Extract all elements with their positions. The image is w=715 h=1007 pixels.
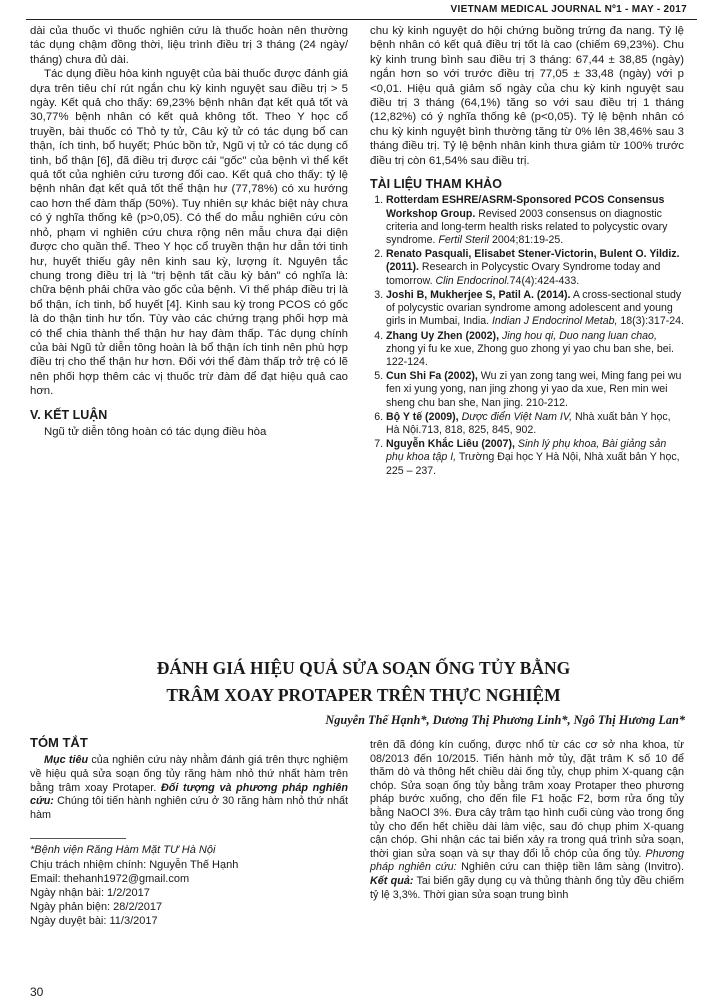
- reference-text: Wu zi yan zong tang wei, Ming fang pei wu fen xi yung yong, nan jing zhong yi yao da xue, Ren min wei sheng chu ban she, Nan jing. 210-212.: [386, 370, 682, 409]
- date-received: Ngày nhận bài: 1/2/2017: [30, 886, 150, 899]
- institution: *Bệnh viện Răng Hàm Mặt TƯ Hà Nội: [30, 844, 216, 857]
- reference-item: [386, 370, 684, 410]
- date-reviewed: Ngày phản biện: 28/2/2017: [30, 901, 163, 914]
- references-heading: TÀI LIỆU THAM KHẢO: [370, 177, 502, 192]
- abstract-segment: Chúng tôi tiến hành nghiên cứu ở 30 răng hàm nhỏ thứ nhất hàm: [30, 795, 348, 821]
- email: Email: thehanh1972@gmail.com: [30, 872, 190, 885]
- conclusion-heading: V. KẾT LUẬN: [30, 407, 108, 422]
- date-accepted: Ngày duyệt bài: 11/3/2017: [30, 915, 158, 928]
- abstract-segment: Tai biến gãy dụng cụ và thủng thành ống tủy đều chiếm tỷ lệ 3,3%. Thời gian sửa soạn trung bình: [370, 874, 684, 901]
- reference-authors: Zhang Uy Zhen (2002),: [386, 329, 500, 342]
- reference-item: [386, 248, 684, 288]
- article-title: [30, 655, 697, 709]
- reference-tail: Trường Đại học Y Hà Nội, Nhà xuất bản Y học, 225 – 237.: [386, 451, 680, 477]
- article-title-line: ĐÁNH GIÁ HIỆU QUẢ SỬA SOẠN ỐNG TỦY BẰNG: [156, 658, 571, 678]
- responsible-author: Chịu trách nhiệm chính: Nguyễn Thế Hạnh: [30, 858, 239, 871]
- reference-authors: Rotterdam ESHRE/ASRM-Sponsored PCOS Consensus Workshop Group.: [386, 194, 665, 220]
- abstract-heading: TÓM TẮT: [30, 735, 88, 750]
- footnote-divider: [30, 838, 126, 839]
- abstract-text: [30, 754, 348, 822]
- reference-tail: 2004;81:19-25.: [489, 234, 564, 247]
- conclusion-text: Ngũ tử diễn tông hoàn có tác dụng điều hòa: [44, 425, 267, 438]
- reference-journal: Clin Endocrinol.: [435, 274, 510, 287]
- reference-journal: Dược điển Việt Nam IV,: [461, 410, 573, 423]
- reference-tail: 74(4):424-433.: [509, 274, 580, 287]
- reference-item: [386, 194, 684, 247]
- reference-authors: Cun Shi Fa (2002),: [386, 370, 478, 383]
- affiliation-block: [30, 843, 348, 928]
- abstract-label: Phương pháp nghiên cứu:: [370, 847, 684, 874]
- reference-text: Research in Polycystic Ovary Syndrome today and tomorrow.: [386, 261, 661, 287]
- reference-tail: Nhà xuất bản Y học, Hà Nội.713, 818, 825, 845, 902.: [386, 410, 671, 436]
- page-number: 30: [30, 985, 44, 999]
- journal-title: VIETNAM MEDICAL JOURNAL Nº1 - MAY - 2017: [450, 4, 687, 15]
- article-title-line: TRÂM XOAY PROTAPER TRÊN THỰC NGHIỆM: [166, 685, 561, 705]
- journal-header: [26, 0, 697, 20]
- reference-journal: Indian J Endocrinol Metab,: [491, 315, 618, 328]
- reference-list: [370, 194, 684, 477]
- abstract-label: Mục tiêu: [44, 754, 89, 767]
- abstract-right-column: [370, 739, 684, 902]
- reference-journal: Sinh lý phụ khoa, Bài giảng sản phụ khoa tập I,: [386, 438, 667, 464]
- author-list: Nguyễn Thế Hạnh*, Dương Thị Phương Linh*, Ngô Thị Hương Lan*: [325, 713, 685, 727]
- reference-tail: 18(3):317-24.: [617, 315, 684, 328]
- reference-item: [386, 411, 684, 437]
- abstract-text: [370, 739, 684, 902]
- abstract-segment: trên đã đóng kín cuống, được nhổ từ các cơ sở nha khoa, từ 08/2013 đến 10/2015. Tiến hành mở tủy, đặt trâm K số 10 để thăm dò và thông hết chiều dài ống tủy, chụp phim X-quang cận chóp. Sửa soạn ống tủy bằng trâm xoay Protaper theo phương pháp bước xuống, cho đến file F1 hoặc F2, bơm rửa ống tủy bằng NaOCl 3%. Đưa cây trâm tạo hình cuối cùng vào trong ống tủy cho đến hết chiều dài làm việc, sau đó chụp phim X-quang cận chóp. Ghi nhận các tai biến xảy ra trong quá trình sửa soạn, thời gian sửa soạn và sự thay đổi lỗ chóp của ống tủy.: [370, 739, 684, 860]
- abstract-label: Kết quả:: [370, 874, 414, 887]
- reference-journal: Jing hou qi, Duo nang luan chao,: [501, 329, 657, 342]
- reference-item: [386, 330, 684, 370]
- reference-journal: Fertil Steril: [438, 234, 490, 247]
- body-paragraph: Tác dụng điều hòa kinh nguyệt của bài thuốc được đánh giá dựa trên tiêu chí rút ngắn chu kỳ kinh nguyệt sau điều trị > 5 ngày. Kết quả cho thấy: 69,23% bệnh nhân đạt kết quả tốt và 30,77% bệnh nhân có kết quả không tốt. Theo Y học cổ truyền, bài thuốc có Thỏ ty tử, Câu kỷ tử có tác dụng bổ can thận, ích tinh, bổ huyết; Phúc bồn tử, Ngũ vị tử có tác dụng cố tinh, bổ thận [6], đã điều trị được cái "gốc" của bệnh vì thể kết quả tốt của nghiên cứu tương đối cao. Kết quả cho thấy: tỷ lệ bệnh nhân đạt kết quả tốt thể thận hư (77,78%) có xu hướng cao hơn thể đàm thấp (50%). Tuy nhiên sự khác biệt này chưa có ý nghĩa thống kê (p>0,05). Có thể do mẫu nghiên cứu còn nhỏ, phạm vi nghiên cứu chưa rộng nên mẫu chưa đại diện được cho quần thể. Theo Y học cổ truyền thận hư dẫn tới tinh hư, huyết thiếu gây nên kinh sau kỳ, lượng ít. Nguyên tắc chung trong điều trị là "trị bệnh tất cầu kỳ bản" có nghĩa là: chữa bệnh phải chữa vào gốc của bệnh. Vì thế pháp điều trị là bổ thận, ích tinh, bổ huyết [4]. Kinh sau kỳ trong PCOS có gốc là do thận tinh hư tổn. Tùy vào các chứng trạng phối hợp mà có thể chia thành thể thận hư hay đàm thấp. Tác dụng chính của bài Ngũ tử diễn tông hoàn là bổ thận ích tinh nên phù hợp điều trị cho thể thận hư hơn. Đối với thể đàm thấp trở trệ có lẽ nên phối hợp thêm các vị thuốc trừ đàm để đạt hiệu quả cao hơn.: [30, 68, 348, 398]
- reference-authors: Bộ Y tế (2009),: [386, 410, 459, 423]
- reference-tail: zhong yi fu ke xue, Zhong guo zhong yi yao chu ban she, bei. 122-124.: [386, 342, 674, 368]
- abstract-label: Đối tượng và phương pháp nghiên cứu:: [30, 781, 349, 808]
- reference-text: Revised 2003 consensus on diagnostic criteria and long-term health risks related to polycystic ovary syndrome.: [386, 207, 668, 247]
- reference-text: A cross-sectional study of polycystic ovarian syndrome among adolescent and young girls in Mumbai, India.: [386, 288, 682, 328]
- reference-item: [386, 438, 684, 478]
- reference-authors: Renato Pasquali, Elisabet Stener-Victorin, Bulent O. Yildiz. (2011).: [386, 248, 680, 274]
- reference-authors: Joshi B, Mukherjee S, Patil A. (2014).: [386, 288, 571, 301]
- right-column: [370, 24, 684, 479]
- abstract-segment: Nghiên cứu can thiệp tiền lâm sàng (Invitro).: [456, 861, 684, 874]
- left-column: [30, 24, 348, 439]
- abstract-segment: của nghiên cứu này nhằm đánh giá trên thực nghiệm về hiệu quả sửa soạn ống tủy răng hàm nhỏ thứ nhất hàm trên bằng trâm xoay Protaper.: [30, 754, 348, 794]
- abstract-left-column: [30, 736, 348, 929]
- reference-authors: Nguyễn Khắc Liêu (2007),: [386, 438, 515, 451]
- body-paragraph: dài của thuốc vì thuốc nghiên cứu là thuốc hoàn nên thường tác dụng chậm đồng thời, liệu trình điều trị 3 tháng (24 ngày/ tháng) chưa đủ dài.: [30, 25, 348, 66]
- reference-item: [386, 289, 684, 329]
- body-paragraph: chu kỳ kinh nguyệt do hội chứng buồng trứng đa nang. Tỷ lệ bệnh nhân có kết quả điều trị tốt là cao (chiếm 69,23%). Chu kỳ kinh trung bình sau điều trị 3 tháng: 67,44 ± 38,85 (ngày) ngắn hơn so với trước điều trị 77,05 ± 33,48 (ngày) với p <0,01. Hiệu quả giảm số ngày của chu kỳ kinh nguyệt sau điều trị 3 tháng (64,1%) tăng so với sau điều trị 1 tháng (12,82%) có ý nghĩa thống kê (p<0,05). Tỷ lệ bệnh nhân có chu kỳ kinh nguyệt bình thường tăng từ 0% lên 38,46% sau 3 tháng điều trị. Tỷ lệ bệnh nhân kinh thưa giảm từ 100% trước điều trị còn 61,54% sau điều trị.: [370, 25, 684, 167]
